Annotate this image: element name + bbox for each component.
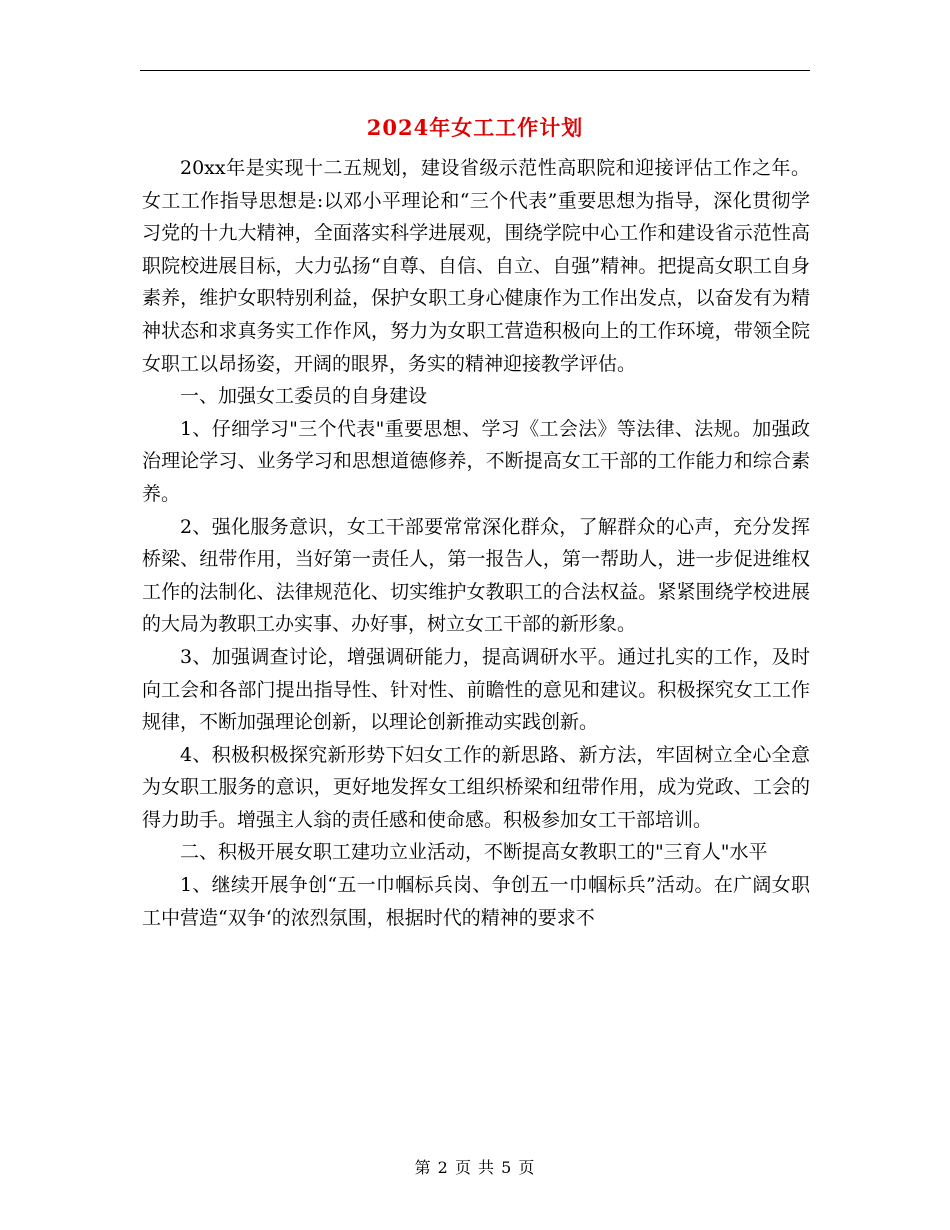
paragraph-item-1-4: 4、积极积极探究新形势下妇女工作的新思路、新方法，牢固树立全心全意为女职工服务的意识，更好地发挥女工组织桥梁和纽带作用，成为党政、工会的得力助手。增强主人翁的责任感和使命感。积极参加女工干部培训。 <box>142 743 810 831</box>
page-number: 第 2 页 共 5 页 <box>414 1158 536 1177</box>
paragraph-item-2-1: 1、继续开展争创“五一巾帼标兵岗、争创五一巾帼标兵”活动。在广阔女职工中营造“双争‘的浓烈氛围，根据时代的精神的要求不 <box>142 874 810 929</box>
document-body <box>142 152 810 934</box>
paragraph-item-1-2: 2、强化服务意识，女工干部要常常深化群众，了解群众的心声，充分发挥桥梁、纽带作用，当好第一责任人，第一报告人，第一帮助人，进一步促进维权工作的法制化、法律规范化、切实维护女教职工的合法权益。紧紧围绕学校进展的大局为教职工办实事、办好事，树立女工干部的新形象。 <box>142 515 810 636</box>
section-heading-2: 二、积极开展女职工建功立业活动，不断提高女教职工的"三育人"水平 <box>180 841 768 864</box>
paragraph-item-1-3: 3、加强调查讨论，增强调研能力，提高调研水平。通过扎实的工作，及时向工会和各部门提出指导性、针对性、前瞻性的意见和建议。积极探究女工工作规律，不断加强理论创新，以理论创新推动实践创新。 <box>142 645 810 734</box>
header-rule <box>140 70 810 71</box>
paragraph-intro: 20xx年是实现十二五规划，建设省级示范性高职院和迎接评估工作之年。女工工作指导思想是:以邓小平理论和“三个代表”重要思想为指导，深化贯彻学习党的十九大精神，全面落实科学进展观，围绕学院中心工作和建设省示范性高职院校进展目标，大力弘扬“自尊、自信、自立、自强”精神。把提高女职工自身素养，维护女职特别利益，保护女职工身心健康作为工作出发点，以奋发有为精神状态和求真务实工作作风，努力为女职工营造积极向上的工作环境，带领全院女职工以昂扬姿，开阔的眼界，务实的精神迎接教学评估。 <box>142 157 810 375</box>
section-heading-1: 一、加强女工委员的自身建设 <box>180 385 428 408</box>
document-title: 2024年女工工作计划 <box>366 115 584 140</box>
paragraph-item-1-1: 1、仔细学习"三个代表"重要思想、学习《工会法》等法律、法规。加强政治理论学习、业务学习和思想道德修养，不断提高女工干部的工作能力和综合素养。 <box>142 417 810 505</box>
